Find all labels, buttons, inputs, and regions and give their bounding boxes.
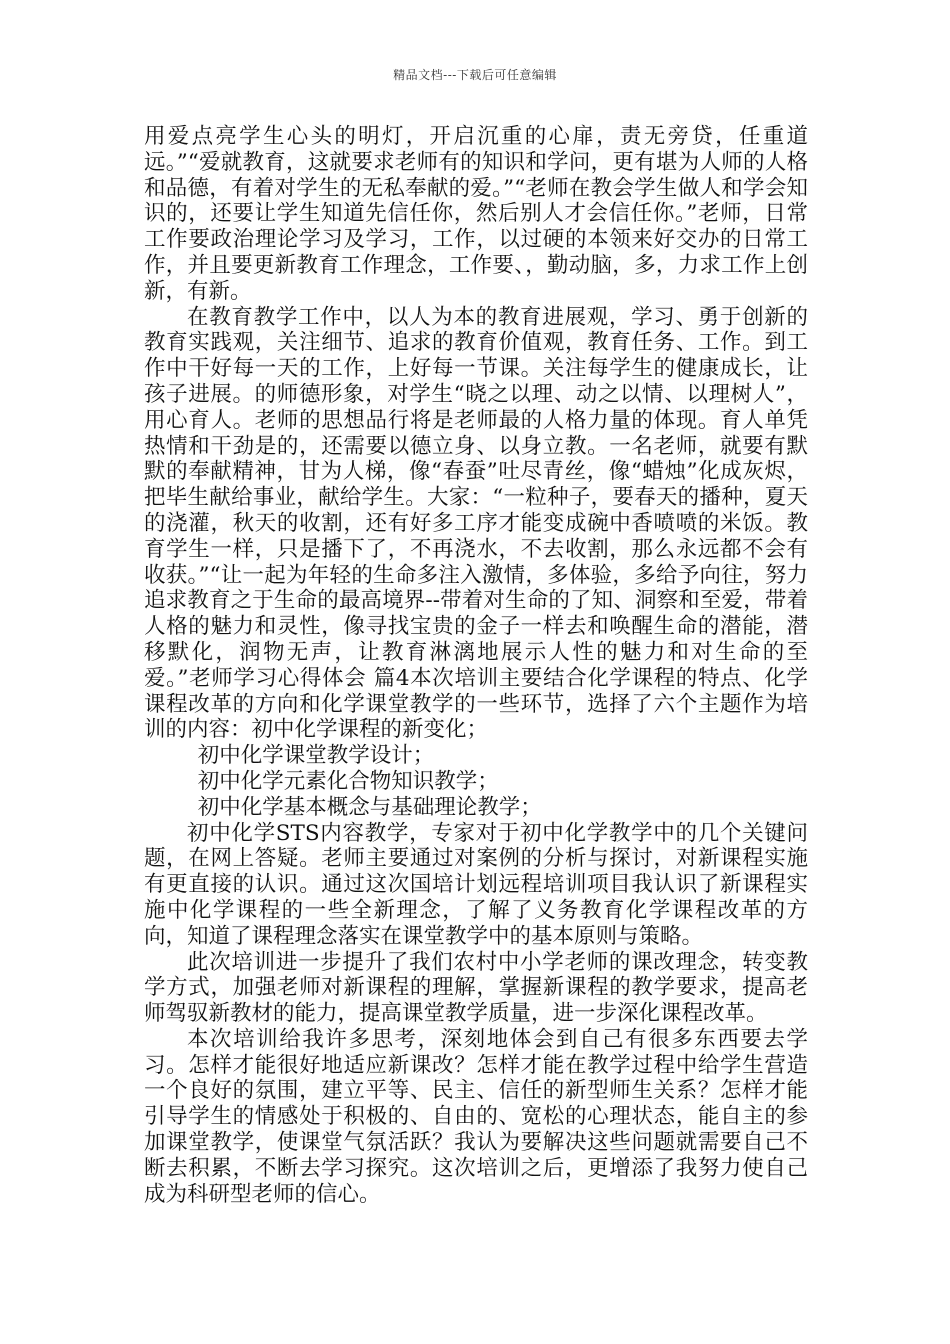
list-item-1: 初中化学课堂教学设计；: [197, 743, 435, 769]
paragraph-2: 在教育教学工作中，以人为本的教育进展观，学习、勇于创新的教育实践观，关注细节、追求的教育价值观，教育任务、工作。到工作中干好每一天的工作，上好每一节课。关注每学生的健康成长，让孩子进展。的师德形象，对学生“晓之以理、动之以情、以理树人”，用心育人。老师的思想品行将是老师最的人格力量的体现。育人单凭热情和干劲是的，还需要以德立身、以身立教。一名老师，就要有默默的奉献精神，甘为人梯，像“春蚕”吐尽青丝，像“蜡烛”化成灰烬，把毕生献给事业，献给学生。大家：“一粒种子，要春天的播种，夏天的浇灌，秋天的收割，还有好多工序才能变成碗中香喷喷的米饭。教育学生一样，只是播下了，不再浇水，不去收割，那么永远都不会有收获。”“让一起为年轻的生命多注入激情，多体验，多给予向往，努力追求教育之于生命的最高境界--带着对生命的了知、洞察和至爱，带着人格的魅力和灵性，像寻找宝贵的金子一样去和唤醒生命的潜能，潜移默化，润物无声，让教育淋漓地展示人性的魅力和对生命的至爱。”老师学习心得体会 篇4本次培训主要结合化学课程的特点、化学课程改革的方向和化学课堂教学的一些环节，选择了六个主题作为培训的内容：初中化学课程的新变化；: [144, 304, 808, 743]
paragraph-4: 此次培训进一步提升了我们农村中小学老师的课改理念，转变教学方式，加强老师对新课程的理解，掌握新课程的教学要求，提高老师驾驭新教材的能力，提高课堂教学质量，进一步深化课程改革。: [144, 949, 808, 1027]
paragraph-3: 初中化学STS内容教学，专家对于初中化学教学中的几个关键问题，在网上答疑。老师主要通过对案例的分析与探讨，对新课程实施有更直接的认识。通过这次国培计划远程培训项目我认识了新课程实施中化学课程的一些全新理念，了解了义务教育化学课程改革的方向，知道了课程理念落实在课堂教学中的基本原则与策略。: [144, 820, 808, 949]
list-item-2: 初中化学元素化合物知识教学；: [197, 768, 499, 794]
paragraph-1: 用爱点亮学生心头的明灯，开启沉重的心扉，责无旁贷，任重道远。”“爱就教育，这就要求老师有的知识和学问，更有堪为人师的人格和品德，有着对学生的无私奉献的爱。”“老师在教会学生做人和学会知识的，还要让学生知道先信任你，然后别人才会信任你。”老师，日常工作要政治理论学习及学习，工作，以过硬的本领来好交办的日常工作，并且要更新教育工作理念，工作要、，勤动脑，多，力求工作上创新，有新。: [144, 124, 808, 304]
paragraph-5: 本次培训给我许多思考，深刻地体会到自己有很多东西要去学习。怎样才能很好地适应新课改？怎样才能在教学过程中给学生营造一个良好的氛围，建立平等、民主、信任的新型师生关系？怎样才能引导学生的情感处于积极的、自由的、宽松的心理状态，能自主的参加课堂教学，使课堂气氛活跃？我认为要解决这些问题就需要自己不断去积累，不断去学习探究。这次培训之后，更增添了我努力使自己成为科研型老师的信心。: [144, 1026, 808, 1207]
page-header: 精品文档---下载后可任意编辑: [393, 68, 557, 82]
document-body: [144, 124, 808, 1207]
list-item-3: 初中化学基本概念与基础理论教学；: [197, 794, 542, 820]
